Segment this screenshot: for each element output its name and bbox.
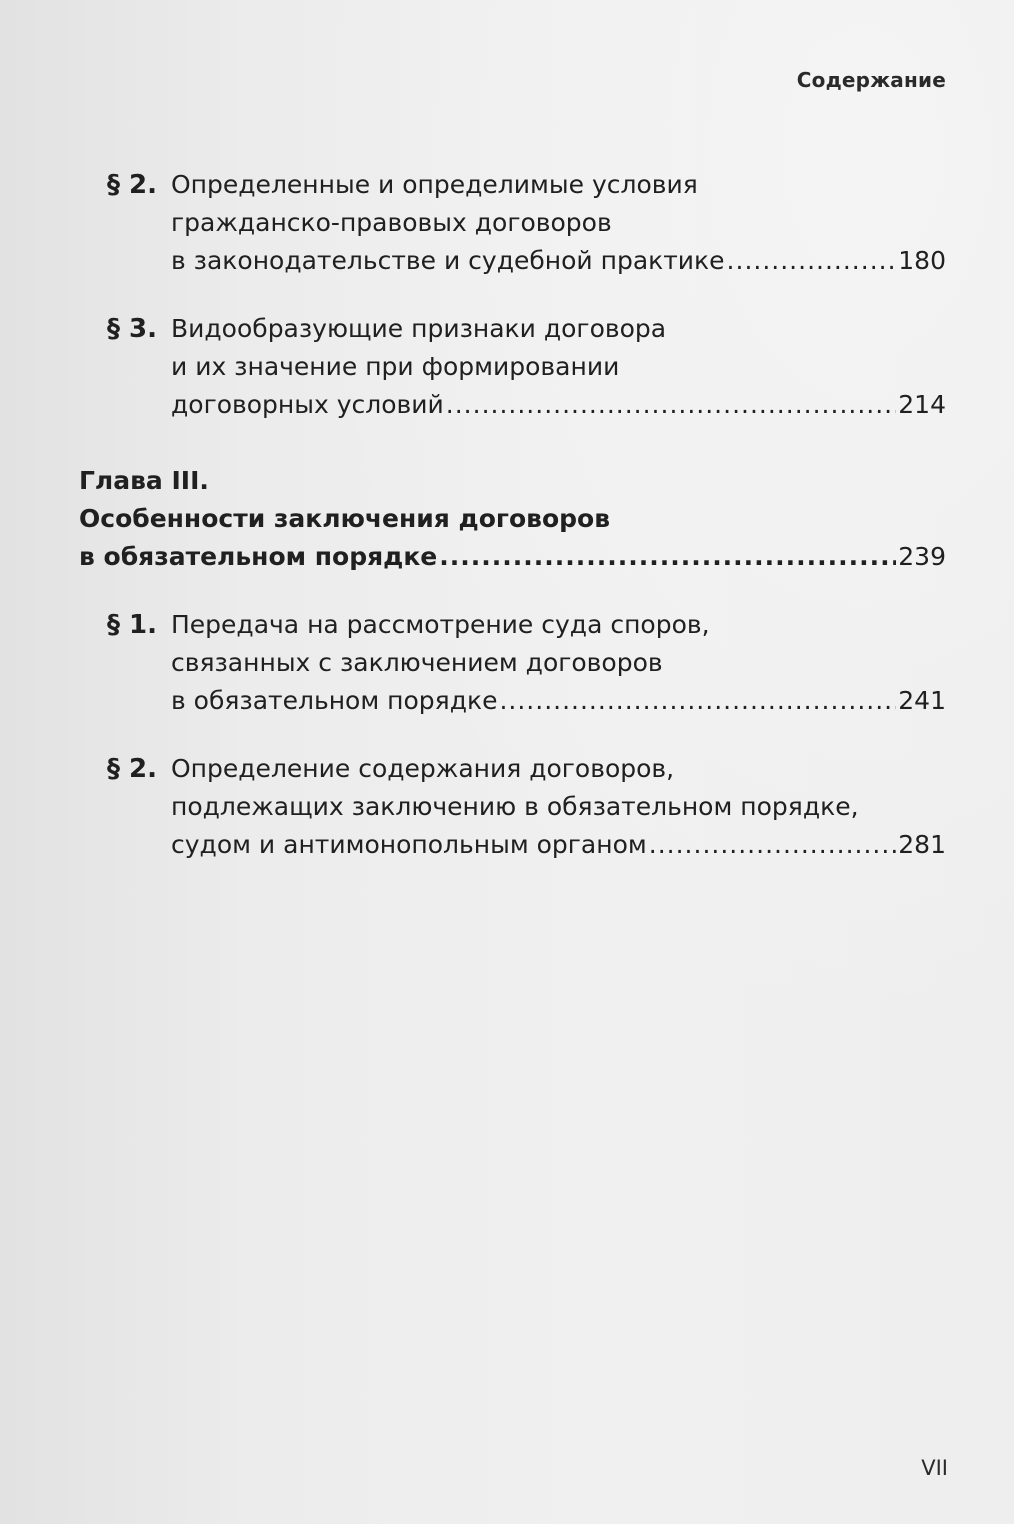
entry-title-line: договорных условий xyxy=(171,390,444,419)
page-number: 180 xyxy=(898,246,946,275)
toc-entry-chapter xyxy=(79,462,946,576)
toc-entry-section xyxy=(107,606,946,720)
chapter-title-line: в обязательном порядке xyxy=(79,542,438,571)
section-number: § 2. xyxy=(107,754,158,784)
page-number: 214 xyxy=(898,390,946,419)
dot-leader xyxy=(727,242,897,280)
toc-entry-section xyxy=(107,310,946,424)
section-number: § 1. xyxy=(107,610,158,640)
entry-title-line: подлежащих заключению в обязательном порядке, xyxy=(171,792,859,821)
section-number: § 3. xyxy=(107,314,158,344)
section-number: § 2. xyxy=(107,170,158,200)
entry-title-line: в обязательном порядке xyxy=(171,686,498,715)
entry-title-line: и их значение при формировании xyxy=(171,352,620,381)
chapter-title-line: Особенности заключения договоров xyxy=(79,504,611,533)
page-number: 281 xyxy=(898,830,946,859)
running-head: Содержание xyxy=(796,68,946,92)
entry-title-line: гражданско-правовых договоров xyxy=(171,208,612,237)
dot-leader xyxy=(499,682,896,720)
entry-title-line: связанных с заключением договоров xyxy=(171,648,663,677)
dot-leader xyxy=(649,826,897,864)
entry-title-line: в законодательстве и судебной практике xyxy=(171,246,725,275)
page-number: 241 xyxy=(898,686,946,715)
entry-title-line: Передача на рассмотрение суда споров, xyxy=(171,610,710,639)
entry-title-line: Определенные и определимые условия xyxy=(171,170,698,199)
toc-entry-section xyxy=(107,750,946,864)
dot-leader xyxy=(439,538,896,576)
page-folio: VII xyxy=(921,1456,948,1480)
chapter-heading: Глава III. xyxy=(79,466,209,495)
entry-title-line: Определение содержания договоров, xyxy=(171,754,675,783)
entry-title-line: Видообразующие признаки договора xyxy=(171,314,667,343)
dot-leader xyxy=(446,386,897,424)
entry-title-line: судом и антимонопольным органом xyxy=(171,830,647,859)
toc-entry-section xyxy=(107,166,946,280)
page-number: 239 xyxy=(898,542,946,571)
